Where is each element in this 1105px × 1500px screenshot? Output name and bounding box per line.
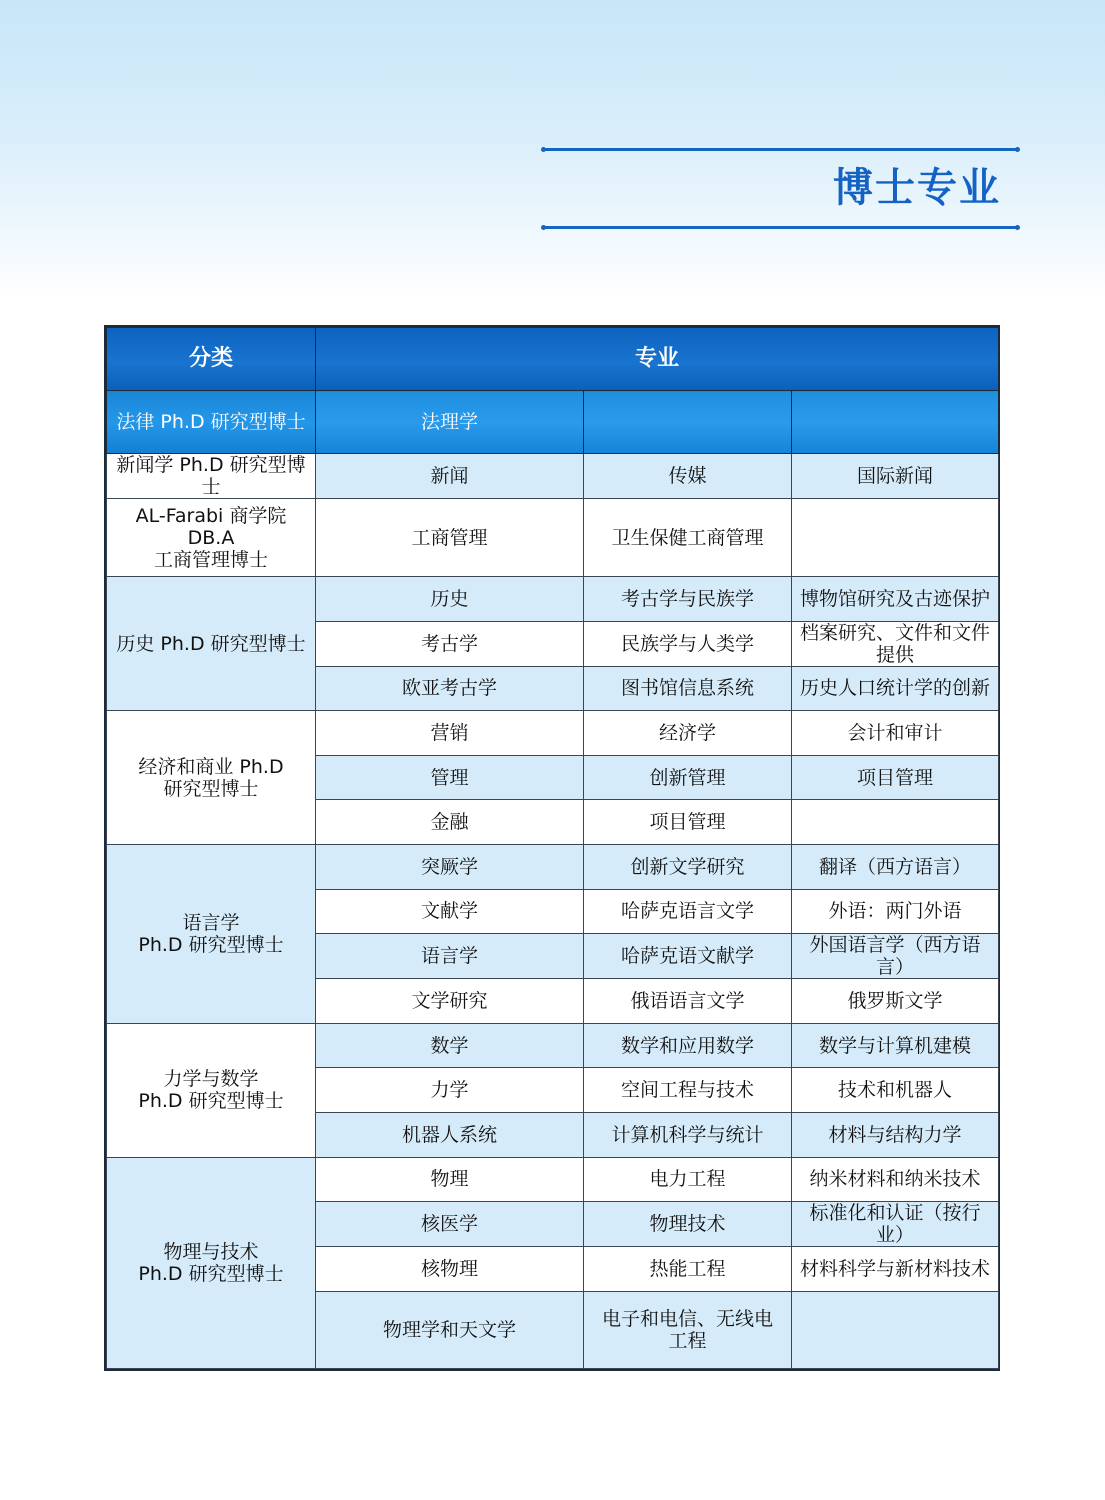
table-cell: 文献学 [316, 889, 584, 934]
header-category: 分类 [107, 328, 316, 391]
table-cell: 翻译（西方语言） [792, 844, 999, 889]
table-cell: 图书馆信息系统 [584, 666, 792, 711]
table-row [107, 1023, 999, 1068]
table-cell: 新闻 [316, 454, 584, 499]
header-major: 专业 [316, 328, 999, 391]
table-cell [792, 391, 999, 454]
table-cell: 考古学与民族学 [584, 577, 792, 622]
table-cell: 计算机科学与统计 [584, 1112, 792, 1157]
table-cell: 管理 [316, 755, 584, 800]
table-cell: 金融 [316, 800, 584, 845]
table-cell: 材料科学与新材料技术 [792, 1247, 999, 1292]
table-cell: 物理技术 [584, 1202, 792, 1247]
category-journalism: 新闻学 Ph.D 研究型博士 [107, 454, 316, 499]
category-economics: 经济和商业 Ph.D 研究型博士 [107, 711, 316, 845]
table-row [107, 1157, 999, 1202]
table-cell [792, 499, 999, 577]
table-cell: 俄语语言文学 [584, 979, 792, 1024]
table-cell: 卫生保健工商管理 [584, 499, 792, 577]
table-cell: 热能工程 [584, 1247, 792, 1292]
table-row [107, 577, 999, 622]
title-divider-bottom [543, 226, 1018, 229]
table-cell: 民族学与人类学 [584, 621, 792, 666]
table-cell: 工商管理 [316, 499, 584, 577]
table-cell: 核医学 [316, 1202, 584, 1247]
majors-table [104, 325, 1000, 1371]
table-cell: 历史人口统计学的创新 [792, 666, 999, 711]
table-cell: 档案研究、文件和文件 提供 [792, 621, 999, 666]
table-cell: 材料与结构力学 [792, 1112, 999, 1157]
table-cell: 标准化和认证（按行业） [792, 1202, 999, 1247]
table-cell: 空间工程与技术 [584, 1068, 792, 1113]
table-cell: 经济学 [584, 711, 792, 756]
table-cell [792, 800, 999, 845]
table-cell: 力学 [316, 1068, 584, 1113]
table-cell: 国际新闻 [792, 454, 999, 499]
table-cell: 营销 [316, 711, 584, 756]
table-header-row [107, 328, 999, 391]
table-cell: 数学与计算机建模 [792, 1023, 999, 1068]
page-title: 博士专业 [833, 165, 1001, 211]
table-cell: 考古学 [316, 621, 584, 666]
table-row [107, 844, 999, 889]
table-cell: 创新管理 [584, 755, 792, 800]
category-physics: 物理与技术 Ph.D 研究型博士 [107, 1157, 316, 1368]
category-business: AL-Farabi 商学院 DB.A 工商管理博士 [107, 499, 316, 577]
category-linguistics: 语言学 Ph.D 研究型博士 [107, 844, 316, 1023]
table-cell: 外语：两门外语 [792, 889, 999, 934]
category-law: 法律 Ph.D 研究型博士 [107, 391, 316, 454]
table-cell: 会计和审计 [792, 711, 999, 756]
table-row [107, 499, 999, 577]
table-cell: 外国语言学（西方语言） [792, 934, 999, 979]
table-cell: 突厥学 [316, 844, 584, 889]
table-cell: 文学研究 [316, 979, 584, 1024]
category-history: 历史 Ph.D 研究型博士 [107, 577, 316, 711]
table-cell: 传媒 [584, 454, 792, 499]
table-cell: 法理学 [316, 391, 584, 454]
table-row [107, 711, 999, 756]
table-cell: 欧亚考古学 [316, 666, 584, 711]
table-cell: 创新文学研究 [584, 844, 792, 889]
table-cell: 技术和机器人 [792, 1068, 999, 1113]
table-cell: 物理学和天文学 [316, 1291, 584, 1368]
table-cell [792, 1291, 999, 1368]
table-cell: 纳米材料和纳米技术 [792, 1157, 999, 1202]
table-cell: 数学和应用数学 [584, 1023, 792, 1068]
table-cell: 电子和电信、无线电 工程 [584, 1291, 792, 1368]
table-cell: 项目管理 [792, 755, 999, 800]
title-divider-top [543, 148, 1018, 151]
table-cell: 博物馆研究及古迹保护 [792, 577, 999, 622]
table-cell: 核物理 [316, 1247, 584, 1292]
table-cell: 俄罗斯文学 [792, 979, 999, 1024]
table-cell: 哈萨克语言文学 [584, 889, 792, 934]
table-cell: 历史 [316, 577, 584, 622]
category-mechanics: 力学与数学 Ph.D 研究型博士 [107, 1023, 316, 1157]
table-cell: 数学 [316, 1023, 584, 1068]
table-cell: 物理 [316, 1157, 584, 1202]
table-cell: 电力工程 [584, 1157, 792, 1202]
table-cell: 语言学 [316, 934, 584, 979]
table-row [107, 391, 999, 454]
table-cell: 项目管理 [584, 800, 792, 845]
table-cell [584, 391, 792, 454]
table-row [107, 454, 999, 499]
table-cell: 哈萨克语文献学 [584, 934, 792, 979]
table-cell: 机器人系统 [316, 1112, 584, 1157]
